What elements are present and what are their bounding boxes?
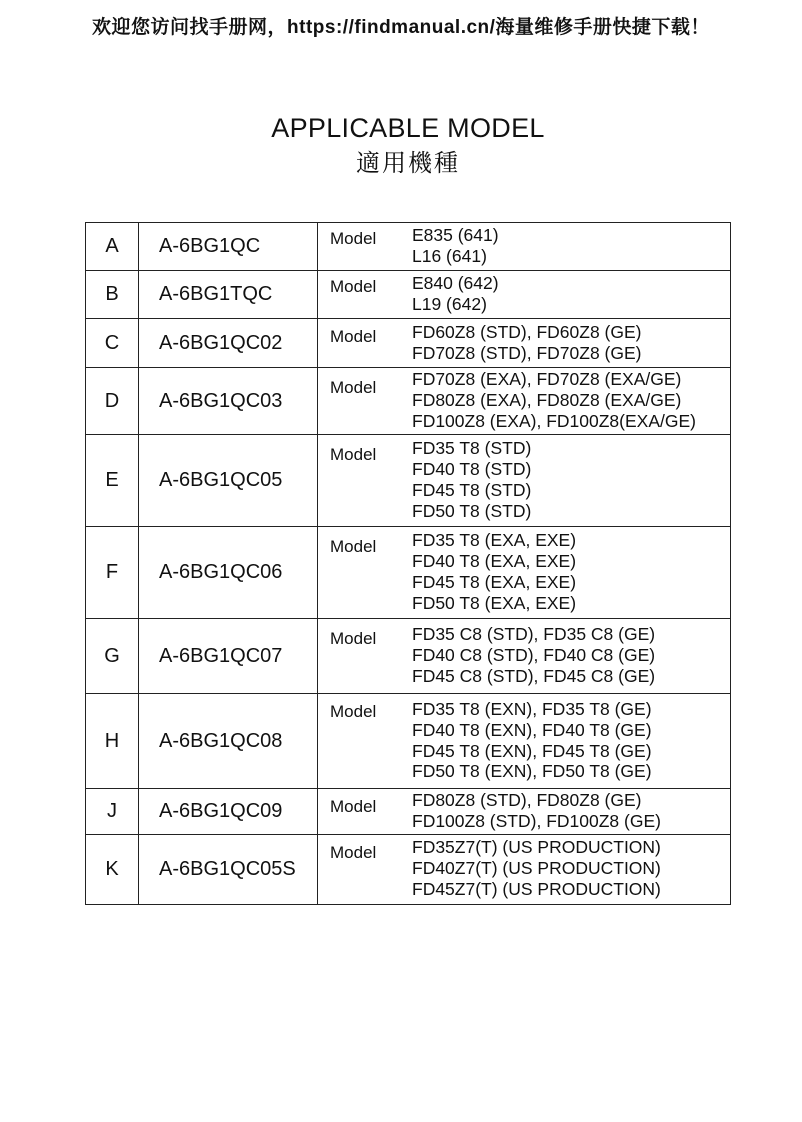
model-cell [318,435,731,527]
model-name: FD35 T8 (EXA, EXE) [412,530,577,551]
model-name: FD80Z8 (EXA), FD80Z8 (EXA/GE) [412,390,682,411]
table-row [86,223,731,271]
part-number: A-6BG1QC03 [139,368,318,435]
part-number: A-6BG1QC08 [139,694,318,789]
model-list [318,836,730,901]
part-number: A-6BG1QC05 [139,435,318,527]
model-name: FD40Z7(T) (US PRODUCTION) [412,858,661,879]
model-list [318,437,730,523]
applicable-model-table [85,222,731,905]
model-label: Model [330,537,377,556]
part-number: A-6BG1QC02 [139,319,318,368]
model-list [318,789,730,834]
model-cell [318,223,731,271]
model-name: FD35Z7(T) (US PRODUCTION) [412,837,661,858]
model-name: FD50 T8 (STD) [412,500,532,521]
model-label: Model [330,277,377,296]
page-title-chinese: 適用機種 [356,150,460,177]
model-cell [318,271,731,319]
model-name: FD40 T8 (EXN), FD40 T8 (GE) [412,719,652,740]
table-row [86,834,731,904]
model-name: E840 (642) [412,273,499,294]
model-name: FD45Z7(T) (US PRODUCTION) [412,878,661,899]
model-name: L19 (642) [412,294,487,314]
row-letter: B [86,271,139,319]
model-list [318,529,730,615]
model-label: Model [330,378,377,397]
model-list [318,623,730,688]
part-number: A-6BG1QC07 [139,619,318,694]
model-cell [318,789,731,835]
model-name: FD70Z8 (EXA), FD70Z8 (EXA/GE) [412,369,682,390]
model-cell [318,694,731,789]
model-name: FD100Z8 (STD), FD100Z8 (GE) [412,810,661,831]
table-row [86,435,731,527]
model-name: FD80Z8 (STD), FD80Z8 (GE) [412,790,642,810]
table-row [86,694,731,789]
model-name: FD35 C8 (STD), FD35 C8 (GE) [412,624,656,645]
row-letter: G [86,619,139,694]
model-name: FD40 T8 (STD) [412,459,532,480]
model-label: Model [330,797,377,816]
model-name: FD60Z8 (STD), FD60Z8 (GE) [412,321,642,342]
model-name: FD100Z8 (EXA), FD100Z8(EXA/GE) [412,410,696,431]
row-letter: C [86,319,139,368]
model-name: FD40 C8 (STD), FD40 C8 (GE) [412,645,656,666]
model-label: Model [330,445,377,464]
model-cell [318,527,731,619]
page-title: APPLICABLE MODEL [271,113,545,143]
model-label: Model [330,842,377,862]
model-list [318,368,730,433]
model-label: Model [330,229,377,248]
model-name: FD50 T8 (EXA, EXE) [412,592,577,613]
model-list [318,321,730,366]
model-name: FD50 T8 (EXN), FD50 T8 (GE) [412,761,652,782]
model-name: FD45 T8 (STD) [412,480,532,500]
row-letter: A [86,223,139,271]
download-banner: 欢迎您访问找手册网，https://findmanual.cn/海量维修手册快捷下载！ [92,17,710,38]
model-label: Model [330,629,377,648]
model-name: FD35 T8 (EXN), FD35 T8 (GE) [412,698,652,719]
row-letter: F [86,527,139,619]
table-row [86,619,731,694]
model-name: FD40 T8 (EXA, EXE) [412,551,577,572]
model-cell [318,319,731,368]
table-body [86,223,731,905]
table-row [86,789,731,835]
table-row [86,527,731,619]
model-list [318,698,730,784]
part-number: A-6BG1QC06 [139,527,318,619]
model-list [318,272,730,317]
part-number: A-6BG1QC [139,223,318,271]
model-name: FD45 T8 (EXN), FD45 T8 (GE) [412,740,652,761]
row-letter: E [86,435,139,527]
model-cell [318,368,731,435]
model-label: Model [330,702,377,721]
model-label: Model [330,327,377,346]
model-cell [318,619,731,694]
part-number: A-6BG1TQC [139,271,318,319]
model-name: FD70Z8 (STD), FD70Z8 (GE) [412,342,642,363]
row-letter: J [86,789,139,835]
part-number: A-6BG1QC09 [139,789,318,835]
model-name: FD45 T8 (EXA, EXE) [412,572,577,592]
table-row [86,271,731,319]
model-name: FD35 T8 (STD) [412,438,532,459]
row-letter: H [86,694,139,789]
model-name: FD45 C8 (STD), FD45 C8 (GE) [412,665,656,686]
model-name: L16 (641) [412,246,487,266]
table-row [86,368,731,435]
model-list [318,224,730,269]
model-name: E835 (641) [412,225,499,246]
row-letter: K [86,834,139,904]
row-letter: D [86,368,139,435]
model-cell [318,834,731,904]
table-row [86,319,731,368]
part-number: A-6BG1QC05S [139,834,318,904]
